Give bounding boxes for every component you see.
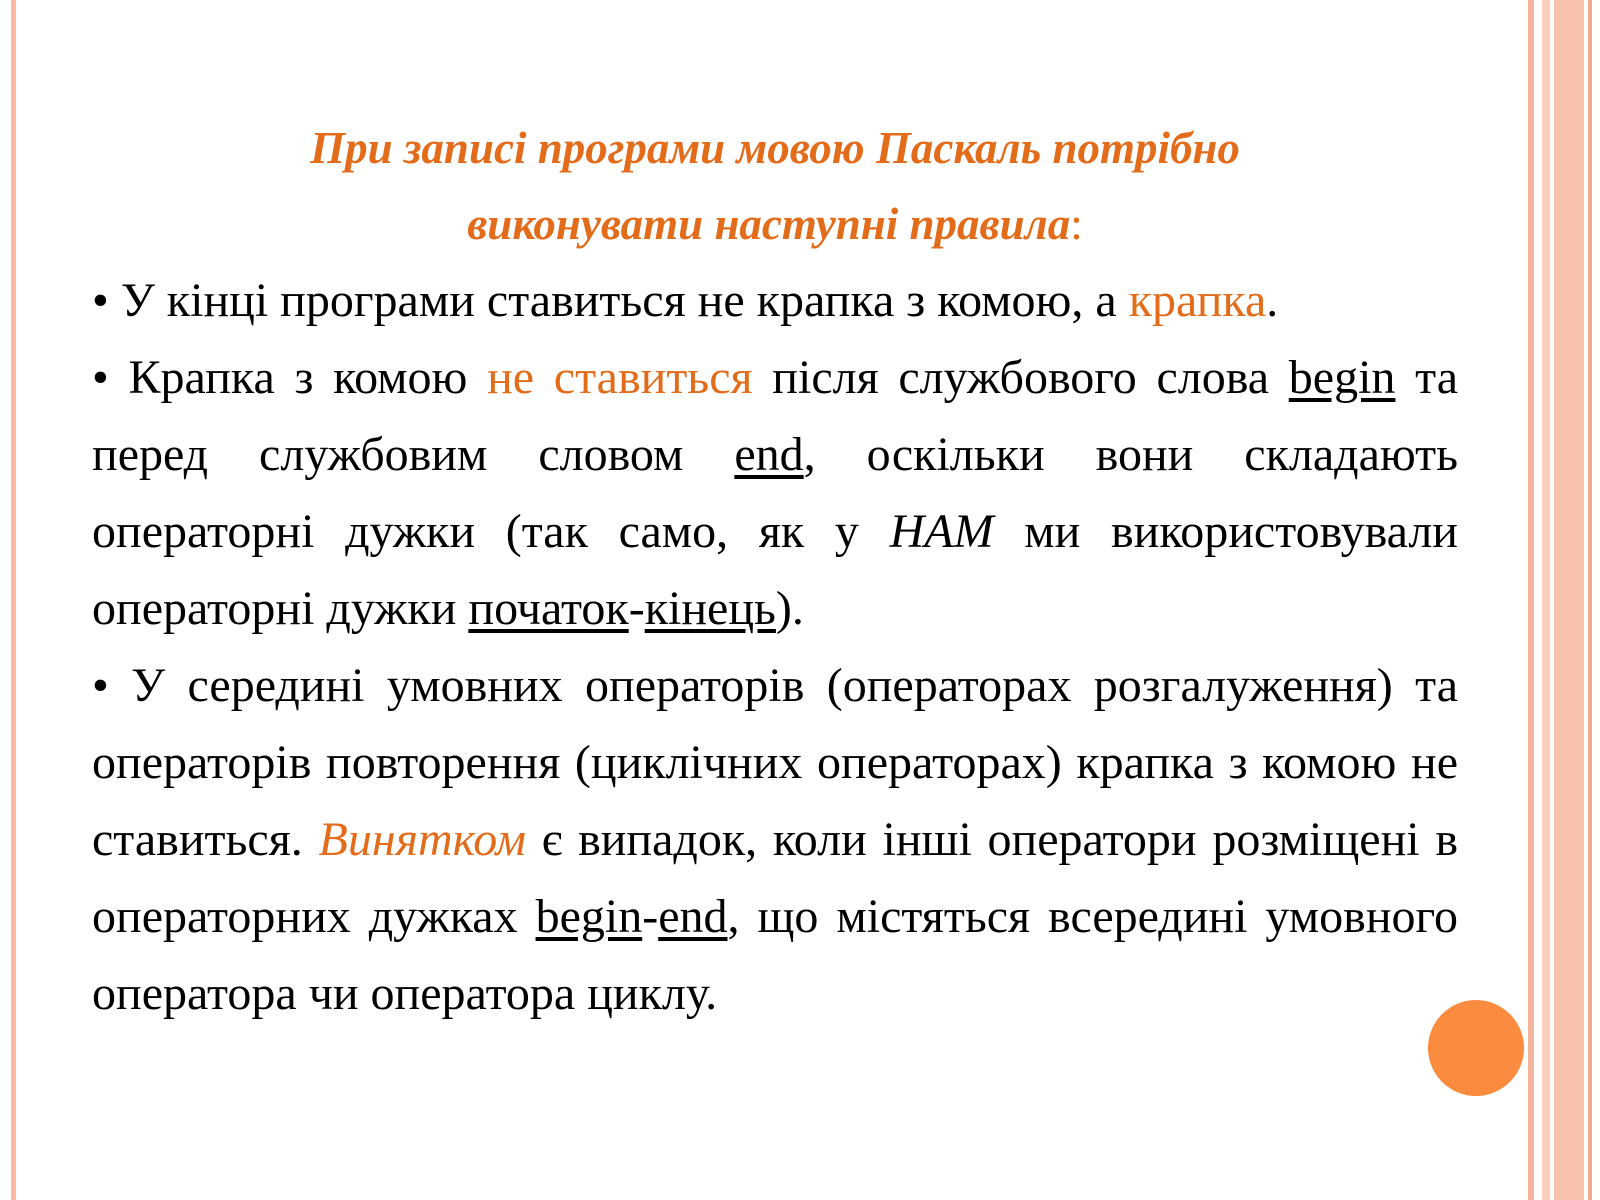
bullet-3-text: У середині умовних операторів (операторах розгалуження) та операторів повторення (циклічних операторах) крапка з комою не ставиться. — [92, 659, 1458, 866]
bullet-2-text-4: , оскільки вони складають операторні дужки (так само, як у — [92, 428, 1458, 558]
nam-abbreviation: НАМ — [889, 505, 994, 558]
bullet-1-text: У кінці програми ставиться не крапка з комою, а — [108, 274, 1129, 327]
bullet-1-end: . — [1266, 274, 1279, 327]
left-border-stripe — [11, 0, 16, 1200]
bullet-3-accent: Винятком — [318, 813, 527, 866]
keyword-start: початок — [468, 582, 629, 635]
bullet-2-text-5: ми використовували операторні дужки — [92, 505, 1458, 635]
bullet-2-text-3: та перед службовим словом — [92, 351, 1458, 481]
bullet-1 — [92, 262, 1458, 339]
bullet-2 — [92, 339, 1458, 647]
keyword-end: end — [734, 428, 804, 481]
right-border-stripe — [1542, 0, 1550, 1200]
keyword-begin: begin — [535, 890, 643, 943]
bullet-2-dash: - — [628, 582, 645, 635]
bullet-2-text: Крапка з комою — [108, 351, 488, 404]
bullet-3-dash: - — [642, 890, 659, 943]
right-border-stripe — [1554, 0, 1584, 1200]
bullet-marker: • — [92, 274, 109, 327]
bullet-marker: • — [92, 659, 109, 712]
heading-line-2 — [92, 186, 1458, 262]
bullet-marker: • — [92, 351, 109, 404]
right-border-decoration — [1528, 0, 1600, 1200]
heading-line-2-text: виконувати наступні правила — [467, 199, 1071, 249]
slide-content — [92, 110, 1458, 1032]
slide-heading — [92, 110, 1458, 262]
keyword-end: end — [658, 890, 728, 943]
bullet-2-text-6: ). — [775, 582, 804, 635]
bullet-2-text-2: після службового слова — [752, 351, 1289, 404]
heading-colon: : — [1070, 199, 1083, 249]
right-border-stripe — [1588, 0, 1592, 1200]
keyword-begin: begin — [1288, 351, 1396, 404]
keyword-finish: кінець — [644, 582, 776, 635]
bullet-3-text-2: є випадок, коли інші оператори розміщені в операторних дужках — [92, 813, 1458, 943]
heading-line-1: При записі програми мовою Паскаль потрібно — [310, 123, 1240, 173]
right-border-stripe — [1528, 0, 1534, 1200]
decorative-circle — [1428, 1000, 1524, 1096]
bullet-1-accent: крапка — [1128, 274, 1267, 327]
bullet-2-accent: не ставиться — [487, 351, 753, 404]
bullet-3-text-3: , що містяться всередині умовного оператора чи оператора циклу. — [92, 890, 1458, 1020]
bullet-3 — [92, 647, 1458, 1032]
